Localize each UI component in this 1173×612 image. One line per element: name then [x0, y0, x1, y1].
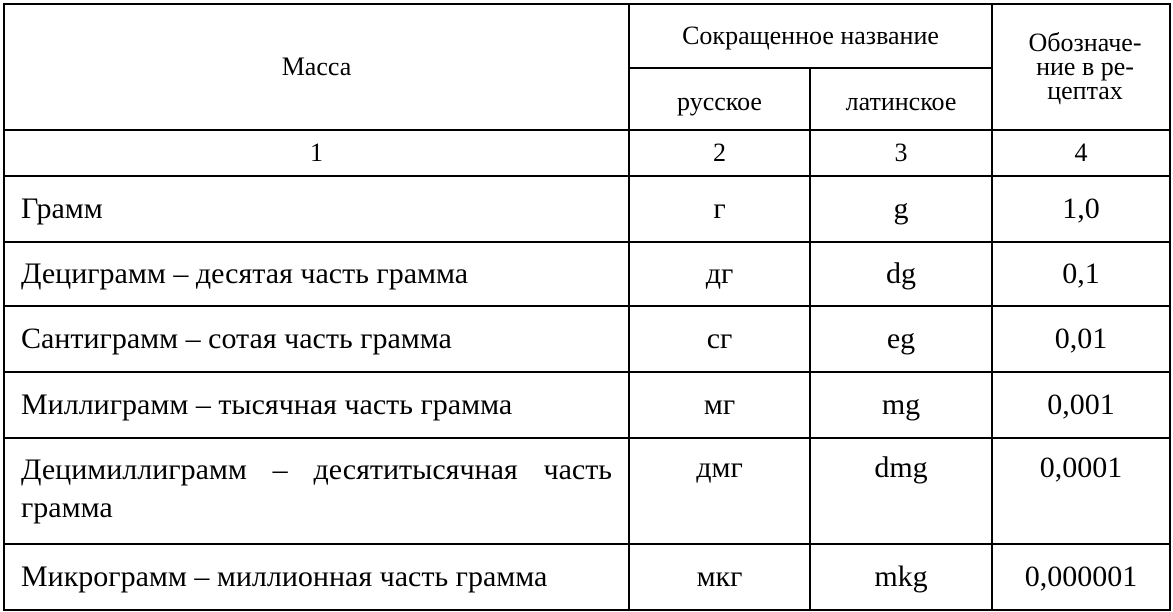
prescription-value: 1,0: [992, 176, 1170, 242]
prescription-value: 0,0001: [992, 438, 1170, 544]
mass-name: Миллиграмм – тысячная часть грамма: [4, 372, 629, 438]
header-designation-line2: ние в ре-: [1036, 52, 1134, 82]
table-row: [4, 372, 1170, 438]
latin-abbrev: mg: [810, 372, 992, 438]
column-number-row: [4, 130, 1170, 176]
mass-name: Грамм: [4, 176, 629, 242]
column-number: 3: [810, 130, 992, 176]
latin-abbrev: eg: [810, 306, 992, 372]
header-mass: Масса: [4, 4, 629, 130]
mass-name: Сантиграмм – сотая часть грамма: [4, 306, 629, 372]
header-russian: русское: [629, 68, 810, 130]
header-row-top: [4, 4, 1170, 68]
header-designation: [992, 4, 1170, 130]
mass-name: Микрограмм – миллионная часть грамма: [4, 544, 629, 610]
table-row: [4, 544, 1170, 610]
russian-abbrev: сг: [629, 306, 810, 372]
header-designation-line1: Обозначе-: [1028, 28, 1142, 58]
table-row: [4, 438, 1170, 544]
latin-abbrev: g: [810, 176, 992, 242]
prescription-value: 0,1: [992, 242, 1170, 306]
russian-abbrev: мг: [629, 372, 810, 438]
header-designation-line3: цептах: [1047, 75, 1123, 105]
column-number: 2: [629, 130, 810, 176]
prescription-value: 0,01: [992, 306, 1170, 372]
latin-abbrev: dg: [810, 242, 992, 306]
header-abbreviation: Сокращенное название: [629, 4, 992, 68]
mass-name: Децимиллиграмм – десятитысячная часть грамма: [4, 438, 629, 544]
column-number: 1: [4, 130, 629, 176]
mass-units-table: [3, 3, 1171, 611]
latin-abbrev: dmg: [810, 438, 992, 544]
mass-name: Дециграмм – десятая часть грамма: [4, 242, 629, 306]
header-latin: латинское: [810, 68, 992, 130]
column-number: 4: [992, 130, 1170, 176]
table-row: [4, 306, 1170, 372]
prescription-value: 0,000001: [992, 544, 1170, 610]
table-row: [4, 176, 1170, 242]
russian-abbrev: дмг: [629, 438, 810, 544]
prescription-value: 0,001: [992, 372, 1170, 438]
russian-abbrev: мкг: [629, 544, 810, 610]
table-row: [4, 242, 1170, 306]
russian-abbrev: дг: [629, 242, 810, 306]
latin-abbrev: mkg: [810, 544, 992, 610]
russian-abbrev: г: [629, 176, 810, 242]
